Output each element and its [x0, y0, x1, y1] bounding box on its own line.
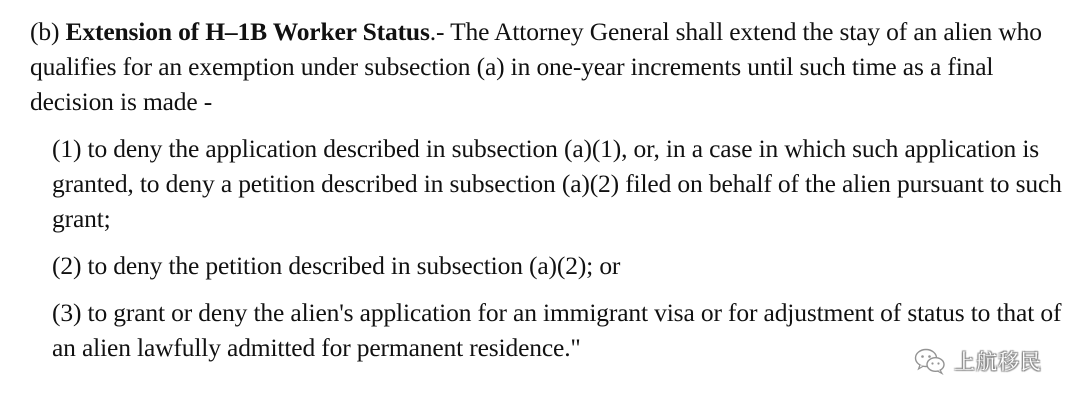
- clause-2: (2) to deny the petition described in subsection (a)(2); or: [52, 251, 621, 280]
- wechat-icon: [914, 347, 946, 375]
- section-prefix: (b): [30, 17, 66, 46]
- watermark-text: 上航移民: [954, 350, 1042, 374]
- clause-3: (3) to grant or deny the alien's application for an immigrant visa or for adjustment of status to that of an alien lawfully admitted for permanent residence.": [52, 298, 1062, 362]
- section-body: .- The Attorney General shall extend the stay of an alien who qualifies for an exemption under subsection (a) in one-year increments until such time as a final decision is made -: [30, 17, 1042, 116]
- clause-1: (1) to deny the application described in subsection (a)(1), or, in a case in which such application is granted, to deny a petition described in subsection (a)(2) filed on behalf of the alien pursuant to such grant;: [52, 134, 1062, 233]
- document-body: [30, 14, 1075, 377]
- section-paragraph: [30, 14, 1075, 119]
- watermark: [914, 346, 1042, 376]
- section-heading: Extension of H–1B Worker Status: [65, 17, 430, 46]
